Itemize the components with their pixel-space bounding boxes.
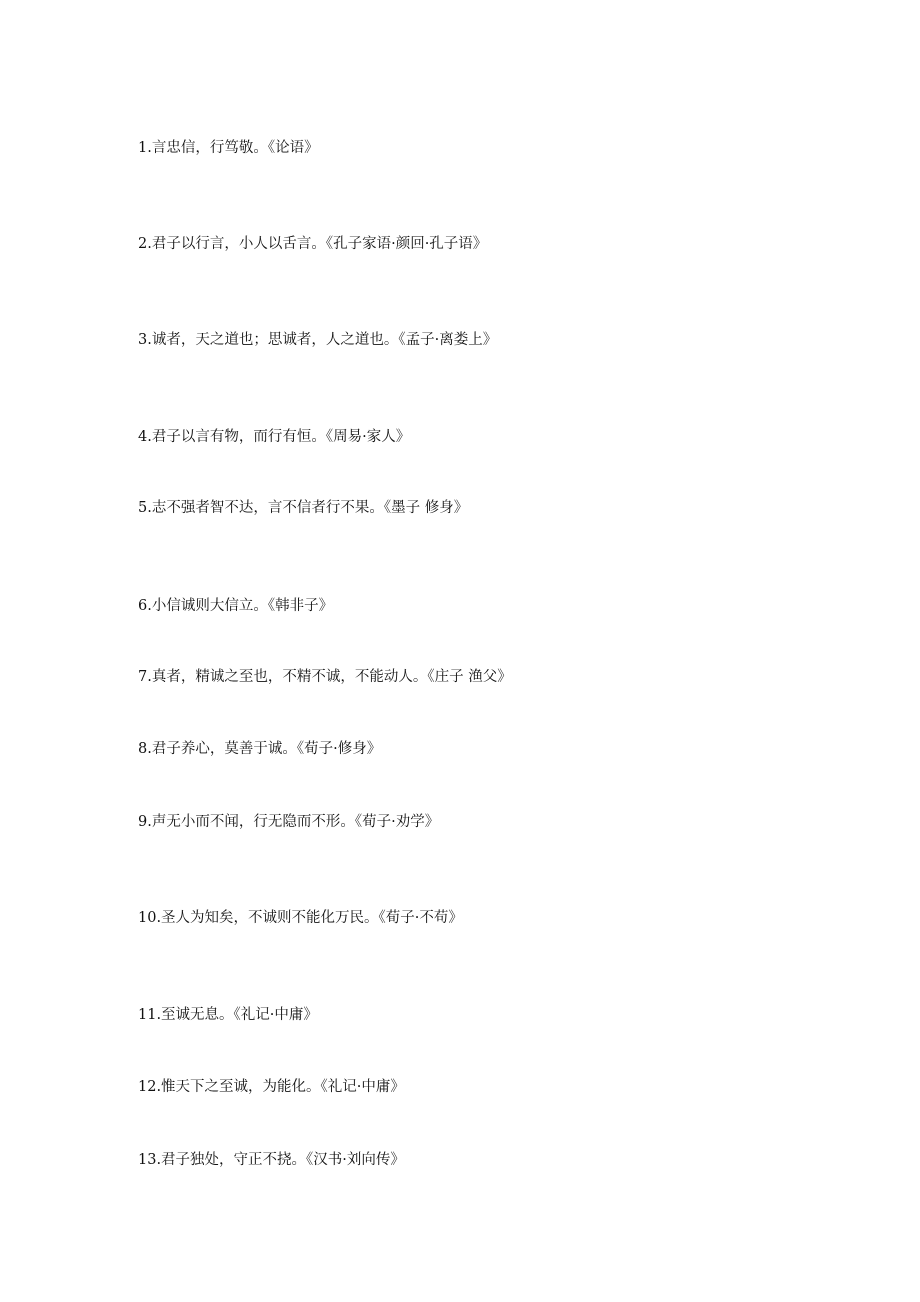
quote-line: 10.圣人为知矣，不诚则不能化万民。《荀子·不苟》: [138, 910, 463, 926]
quote-line: 2.君子以行言，小人以舌言。《孔子家语·颜回·孔子语》: [138, 236, 488, 252]
quote-line: 5.志不强者智不达，言不信者行不果。《墨子 修身》: [138, 500, 469, 516]
quote-line: 9.声无小而不闻，行无隐而不形。《荀子·劝学》: [138, 814, 440, 830]
quote-line: 3.诚者，天之道也；思诚者，人之道也。《孟子·离娄上》: [138, 332, 498, 348]
quote-line: 1.言忠信，行笃敬。《论语》: [138, 140, 319, 156]
quote-line: 4.君子以言有物，而行有恒。《周易·家人》: [138, 429, 411, 445]
quote-line: 7.真者，精诚之至也，不精不诚，不能动人。《庄子 渔父》: [138, 669, 512, 685]
quote-line: 6.小信诚则大信立。《韩非子》: [138, 598, 334, 614]
quote-line: 12.惟天下之至诚，为能化。《礼记·中庸》: [138, 1079, 405, 1095]
quote-line: 13.君子独处，守正不挠。《汉书·刘向传》: [138, 1152, 405, 1168]
quote-line: 11.至诚无息。《礼记·中庸》: [138, 1007, 318, 1023]
quote-line: 8.君子养心，莫善于诚。《荀子·修身》: [138, 741, 382, 757]
